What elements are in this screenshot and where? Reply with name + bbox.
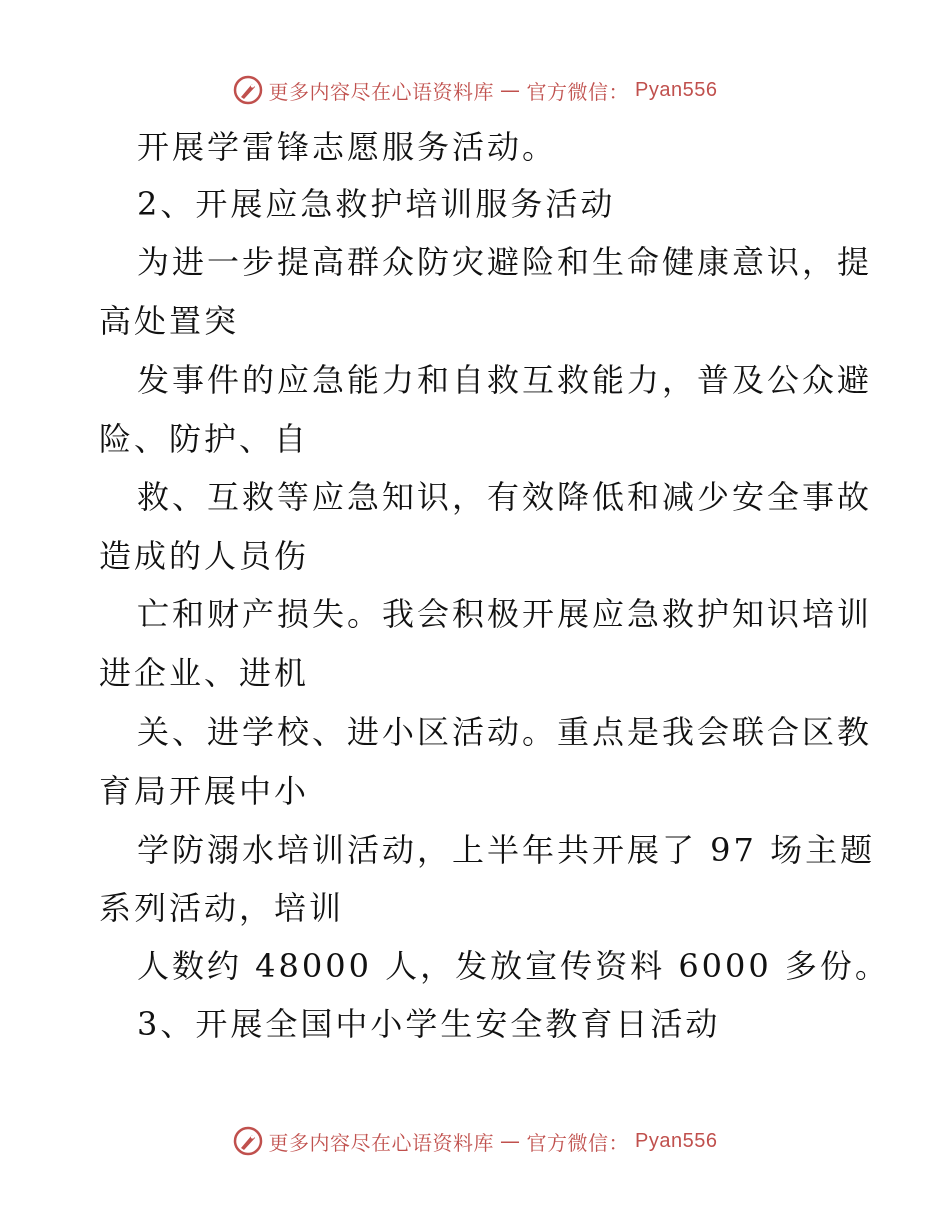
section-heading: 2、开展应急救护培训服务活动 bbox=[137, 185, 616, 223]
text-line: 系列活动，培训 bbox=[99, 889, 345, 927]
text-line: 发事件的应急能力和自救互救能力，普及公众避 bbox=[137, 361, 873, 399]
text-line: 人数约 48000 人，发放宣传资料 6000 多份。 bbox=[137, 947, 890, 985]
text-line: 为进一步提高群众防灾避险和生命健康意识，提 bbox=[137, 243, 873, 281]
watermark-contact-label: 官方微信： bbox=[526, 79, 630, 104]
text-line: 救、互救等应急知识，有效降低和减少安全事故 bbox=[137, 478, 873, 516]
watermark-contact-account: Pyan556 bbox=[635, 1129, 718, 1152]
watermark-text: 更多内容尽在心语资料库 bbox=[268, 79, 495, 104]
section-heading: 3、开展全国中小学生安全教育日活动 bbox=[137, 1005, 721, 1043]
text-line: 开展学雷锋志愿服务活动。 bbox=[137, 128, 558, 166]
watermark-separator: — bbox=[500, 78, 521, 102]
text-line: 险、防护、自 bbox=[99, 420, 310, 458]
text-line: 亡和财产损失。我会积极开展应急救护知识培训 bbox=[137, 595, 873, 633]
text-line: 关、进学校、进小区活动。重点是我会联合区教 bbox=[137, 713, 873, 751]
watermark-separator: — bbox=[500, 1129, 521, 1153]
pen-nib-icon bbox=[233, 75, 263, 105]
text-line: 育局开展中小 bbox=[99, 772, 310, 810]
text-line: 造成的人员伤 bbox=[99, 537, 310, 575]
footer-watermark bbox=[0, 1121, 950, 1161]
text-line: 学防溺水培训活动，上半年共开展了 97 场主题 bbox=[137, 831, 876, 869]
text-line: 进企业、进机 bbox=[99, 654, 310, 692]
watermark-contact-label: 官方微信： bbox=[526, 1130, 630, 1155]
watermark-contact-account: Pyan556 bbox=[635, 78, 718, 101]
watermark-text: 更多内容尽在心语资料库 bbox=[268, 1130, 495, 1155]
header-watermark bbox=[0, 70, 950, 110]
pen-nib-icon bbox=[233, 1126, 263, 1156]
text-line: 高处置突 bbox=[99, 302, 240, 340]
